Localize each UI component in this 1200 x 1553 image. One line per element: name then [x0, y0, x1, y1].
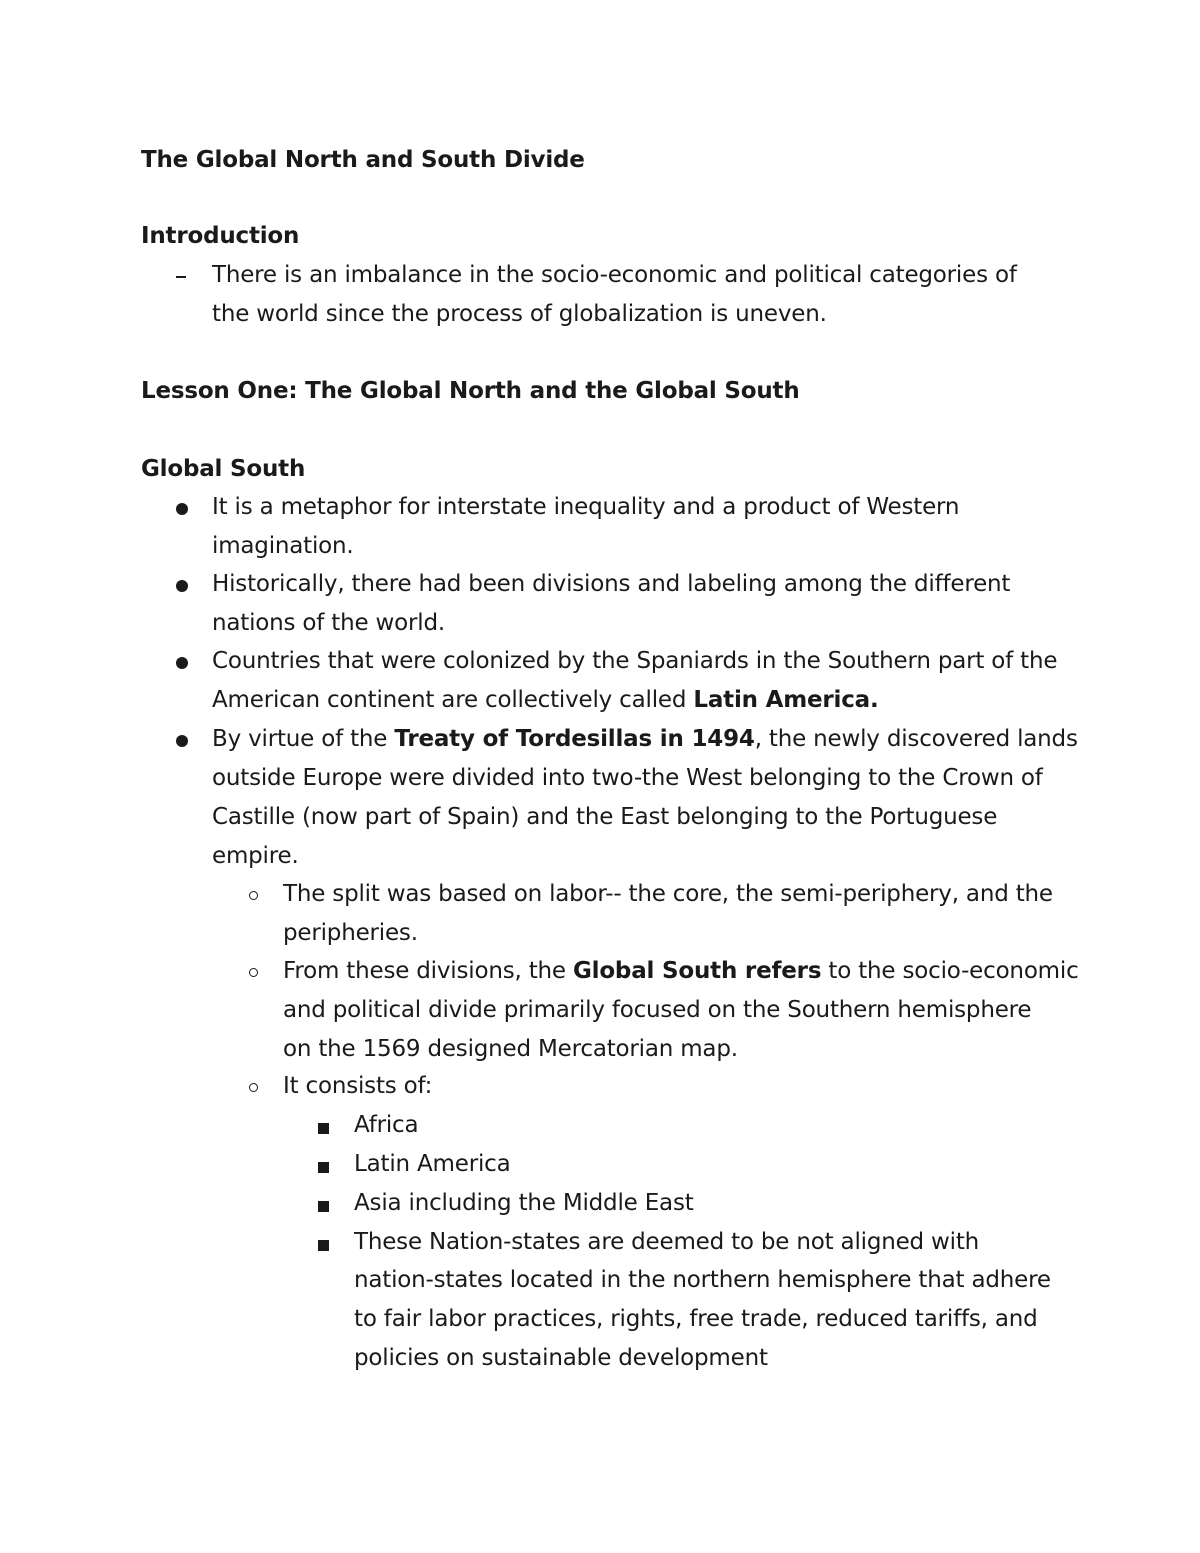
- bullet-3-line-1: Countries that were colonized by the Spaniards in the Southern part of the: [212, 648, 1058, 674]
- bullet-3-line-2-text: American continent are collectively called: [212, 687, 694, 713]
- square-bullet: [318, 1240, 329, 1251]
- bullet-4-line-1-post: , the newly discovered lands: [754, 726, 1078, 752]
- global-south-refers-bold: Global South refers: [572, 958, 822, 984]
- consists-item-latin-america: Latin America: [354, 1151, 511, 1177]
- bullet-1-line-1: It is a metaphor for interstate inequality and a product of Western: [212, 494, 960, 520]
- document-title: The Global North and South Divide: [141, 147, 585, 173]
- lesson-heading: Lesson One: The Global North and the Global South: [141, 378, 800, 404]
- latin-america-bold: Latin America.: [693, 687, 879, 713]
- bullet-4-line-2: outside Europe were divided into two-the West belonging to the Crown of: [212, 765, 1043, 791]
- sub-bullet-2-line-1: [283, 956, 1079, 986]
- bullet-dot: [176, 735, 188, 747]
- consists-item-4-line-3: to fair labor practices, rights, free trade, reduced tariffs, and: [354, 1306, 1038, 1332]
- introduction-heading: Introduction: [141, 223, 300, 249]
- square-bullet: [318, 1162, 329, 1173]
- sub-bullet-circle: [249, 891, 258, 900]
- bullet-3-line-2: [212, 685, 879, 715]
- bullet-4-line-3: Castille (now part of Spain) and the East belonging to the Portuguese: [212, 804, 998, 830]
- consists-item-4-line-4: policies on sustainable development: [354, 1345, 768, 1371]
- sub-bullet-2-line-3: on the 1569 designed Mercatorian map.: [283, 1036, 738, 1062]
- consists-item-4-line-2: nation-states located in the northern hemisphere that adhere: [354, 1267, 1051, 1293]
- sub-bullet-3-line-1: It consists of:: [283, 1073, 433, 1099]
- intro-item-line-1: There is an imbalance in the socio-economic and political categories of: [212, 262, 1017, 288]
- consists-item-asia: Asia including the Middle East: [354, 1190, 694, 1216]
- intro-item-line-2: the world since the process of globalization is uneven.: [212, 301, 827, 327]
- bullet-4-line-1-pre: By virtue of the: [212, 726, 395, 752]
- consists-item-africa: Africa: [354, 1112, 419, 1138]
- sub-bullet-2-line-1-pre: From these divisions, the: [283, 958, 573, 984]
- sub-bullet-1-line-1: The split was based on labor-- the core, the semi-periphery, and the: [283, 881, 1053, 907]
- bullet-dot: [176, 580, 188, 592]
- bullet-4-line-4: empire.: [212, 843, 299, 869]
- sub-bullet-circle: [249, 1083, 258, 1092]
- sub-bullet-circle: [249, 968, 258, 977]
- dash-marker: [176, 276, 186, 278]
- global-south-heading: Global South: [141, 456, 306, 482]
- square-bullet: [318, 1123, 329, 1134]
- bullet-dot: [176, 657, 188, 669]
- consists-item-4-line-1: These Nation-states are deemed to be not aligned with: [354, 1229, 980, 1255]
- bullet-2-line-2: nations of the world.: [212, 610, 445, 636]
- sub-bullet-1-line-2: peripheries.: [283, 920, 418, 946]
- square-bullet: [318, 1201, 329, 1212]
- sub-bullet-2-line-1-post: to the socio-economic: [821, 958, 1079, 984]
- bullet-4-line-1: [212, 724, 1078, 754]
- sub-bullet-2-line-2: and political divide primarily focused on the Southern hemisphere: [283, 997, 1032, 1023]
- bullet-dot: [176, 503, 188, 515]
- treaty-bold: Treaty of Tordesillas in 1494: [394, 726, 755, 752]
- bullet-2-line-1: Historically, there had been divisions and labeling among the different: [212, 571, 1011, 597]
- bullet-1-line-2: imagination.: [212, 533, 354, 559]
